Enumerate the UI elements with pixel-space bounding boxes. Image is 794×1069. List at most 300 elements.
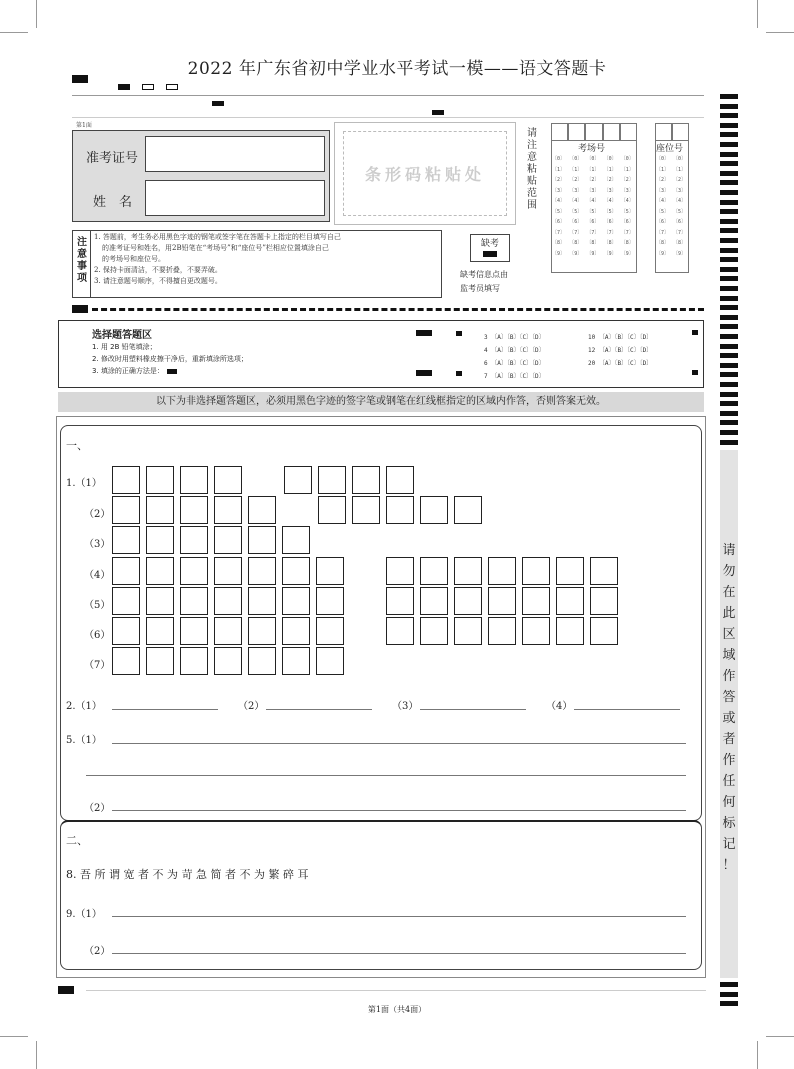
digit-bubble[interactable]: 〔8〕 xyxy=(656,240,670,246)
page-title: 2022 年广东省初中学业水平考试一模——语文答题卡 xyxy=(187,59,607,79)
character-box[interactable] xyxy=(180,617,208,645)
character-box[interactable] xyxy=(386,466,414,494)
choice-instruction: 2. 修改时用塑料橡皮擦干净后，重新填涂所选项； xyxy=(92,355,248,363)
barcode-hint-char: 范 xyxy=(527,188,537,199)
timing-mark xyxy=(720,180,738,185)
notice-line: 的考场号和座位号。 xyxy=(102,255,165,263)
digit-bubble[interactable]: 〔5〕 xyxy=(620,208,634,215)
sidebar-char: 域 xyxy=(722,648,736,663)
timing-mark xyxy=(720,209,738,214)
character-box[interactable] xyxy=(146,526,174,554)
crop-mark xyxy=(36,1041,37,1069)
exam-id-field[interactable] xyxy=(145,136,325,172)
digit-bubble[interactable]: 〔0〕 xyxy=(603,156,617,162)
digit-bubble[interactable]: 〔5〕 xyxy=(552,208,566,215)
digit-bubble[interactable]: 〔1〕 xyxy=(603,166,617,173)
timing-mark xyxy=(720,420,738,425)
digit-bubble[interactable]: 〔2〕 xyxy=(586,177,600,183)
q1-label: 1.（1） xyxy=(66,478,102,489)
character-box[interactable] xyxy=(590,557,618,585)
digit-bubble[interactable]: 〔7〕 xyxy=(620,229,634,236)
character-box[interactable] xyxy=(282,647,310,675)
barcode-area xyxy=(334,122,516,225)
timing-mark xyxy=(720,372,738,377)
q2-answer-line[interactable] xyxy=(420,709,526,710)
digit-bubble[interactable]: 〔0〕 xyxy=(552,156,566,162)
digit-bubble[interactable]: 〔6〕 xyxy=(586,219,600,225)
character-box[interactable] xyxy=(214,466,242,494)
character-box[interactable] xyxy=(248,617,276,645)
character-box[interactable] xyxy=(352,496,380,524)
choice-row[interactable]: 12 〔A〕〔B〕〔C〕〔D〕 xyxy=(588,347,653,354)
character-box[interactable] xyxy=(556,617,584,645)
choice-row[interactable]: 20 〔A〕〔B〕〔C〕〔D〕 xyxy=(588,360,653,367)
timing-mark xyxy=(692,330,698,335)
digit-bubble[interactable]: 〔1〕 xyxy=(620,166,634,173)
digit-bubble[interactable]: 〔5〕 xyxy=(586,208,600,215)
digit-bubble[interactable]: 〔4〕 xyxy=(656,198,670,204)
grid-write-cell[interactable] xyxy=(655,123,672,141)
q1-sub-label: （4） xyxy=(84,570,111,581)
character-box[interactable] xyxy=(180,557,208,585)
timing-mark xyxy=(720,315,738,320)
barcode-placeholder: 条形码粘贴处 xyxy=(343,131,507,216)
sidebar-char: 标 xyxy=(722,816,736,831)
q5-answer-line[interactable] xyxy=(112,743,686,744)
timing-mark-empty xyxy=(166,84,178,90)
character-box[interactable] xyxy=(146,617,174,645)
digit-bubble[interactable]: 〔6〕 xyxy=(603,219,617,225)
digit-bubble[interactable]: 〔2〕 xyxy=(603,177,617,183)
grid-write-cell[interactable] xyxy=(620,123,637,141)
barcode-hint-char: 意 xyxy=(527,152,537,163)
absent-label: 缺考 xyxy=(480,239,499,249)
timing-mark xyxy=(720,94,738,99)
q9-answer-line[interactable] xyxy=(112,953,686,954)
q2-sub-label: （2） xyxy=(238,701,265,712)
q9-sub-label: （2） xyxy=(84,946,111,957)
q2-label: 2.（1） xyxy=(66,701,102,712)
character-box[interactable] xyxy=(488,557,516,585)
digit-bubble[interactable]: 〔9〕 xyxy=(656,250,670,257)
choice-instructions xyxy=(92,341,248,377)
q2-sub-label: （3） xyxy=(392,701,419,712)
choice-row[interactable]: 10 〔A〕〔B〕〔C〕〔D〕 xyxy=(588,334,653,341)
timing-mark xyxy=(720,123,738,128)
character-box[interactable] xyxy=(556,557,584,585)
digit-bubble[interactable]: 〔4〕 xyxy=(552,198,566,204)
barcode-hint-char: 注 xyxy=(527,140,537,151)
digit-bubble[interactable]: 〔0〕 xyxy=(620,156,634,162)
section-1-heading: 一、 xyxy=(66,439,88,452)
digit-bubble[interactable]: 〔3〕 xyxy=(673,187,687,194)
digit-bubble[interactable]: 〔4〕 xyxy=(673,198,687,204)
alignment-mark xyxy=(72,305,88,313)
footer-rule xyxy=(86,990,706,991)
crop-mark xyxy=(36,0,37,28)
character-box[interactable] xyxy=(420,496,448,524)
digit-bubble[interactable]: 〔0〕 xyxy=(673,156,687,162)
grid-write-cell[interactable] xyxy=(551,123,568,141)
sidebar-char: 在 xyxy=(722,585,736,600)
digit-bubble[interactable]: 〔9〕 xyxy=(569,250,583,257)
timing-mark xyxy=(720,305,738,310)
character-box[interactable] xyxy=(282,526,310,554)
sidebar-char: 记 xyxy=(722,837,736,852)
section-2-heading: 二、 xyxy=(66,834,88,847)
character-box[interactable] xyxy=(180,526,208,554)
timing-mark xyxy=(456,371,462,376)
character-box[interactable] xyxy=(112,617,140,645)
digit-bubble[interactable]: 〔4〕 xyxy=(569,198,583,204)
seat-label: 座位号 xyxy=(656,144,684,154)
timing-mark xyxy=(720,324,738,329)
q2-answer-line[interactable] xyxy=(112,709,218,710)
character-box[interactable] xyxy=(214,647,242,675)
character-box[interactable] xyxy=(352,466,380,494)
barcode-hint-char: 粘 xyxy=(527,164,537,175)
character-box[interactable] xyxy=(112,466,140,494)
digit-bubble[interactable]: 〔1〕 xyxy=(586,166,600,173)
digit-bubble[interactable]: 〔5〕 xyxy=(656,208,670,215)
character-box[interactable] xyxy=(454,496,482,524)
absent-note xyxy=(460,268,508,296)
exam-room-label: 考场号 xyxy=(578,144,606,154)
character-box[interactable] xyxy=(316,647,344,675)
digit-bubble[interactable]: 〔1〕 xyxy=(656,166,670,173)
digit-bubble[interactable]: 〔6〕 xyxy=(673,219,687,225)
character-box[interactable] xyxy=(316,617,344,645)
digit-bubble[interactable]: 〔9〕 xyxy=(586,250,600,257)
dashed-divider xyxy=(92,308,704,311)
digit-bubble[interactable]: 〔8〕 xyxy=(552,240,566,246)
choice-row[interactable]: 4 〔A〕〔B〕〔C〕〔D〕 xyxy=(484,347,545,354)
absent-box[interactable] xyxy=(470,234,510,262)
q1-sub-label: （6） xyxy=(84,630,111,641)
timing-mark xyxy=(720,296,738,301)
digit-bubble[interactable]: 〔5〕 xyxy=(673,208,687,215)
sidebar-char: ！ xyxy=(722,858,736,873)
timing-mark xyxy=(720,161,738,166)
timing-mark xyxy=(720,392,738,397)
name-field[interactable] xyxy=(145,180,325,216)
digit-bubble[interactable]: 〔3〕 xyxy=(656,187,670,194)
character-box[interactable] xyxy=(214,617,242,645)
digit-bubble[interactable]: 〔0〕 xyxy=(656,156,670,162)
character-box[interactable] xyxy=(214,557,242,585)
character-box[interactable] xyxy=(248,587,276,615)
choice-instruction-text: 3. 填涂的正确方法是： xyxy=(92,367,164,375)
notice-heading xyxy=(76,237,88,285)
crop-mark xyxy=(766,1036,794,1037)
digit-bubble[interactable]: 〔3〕 xyxy=(552,187,566,194)
timing-mark xyxy=(416,330,432,336)
notice-line: 2. 保持卡面清洁，不要折叠，不要弄破。 xyxy=(94,266,222,274)
timing-mark xyxy=(720,401,738,406)
digit-bubble[interactable]: 〔1〕 xyxy=(569,166,583,173)
q8-text: 8. 吾 所 谓 宽 者 不 为 苛 急 简 者 不 为 繁 碎 耳 xyxy=(66,868,309,881)
character-box[interactable] xyxy=(146,587,174,615)
digit-bubble[interactable]: 〔1〕 xyxy=(552,166,566,173)
character-box[interactable] xyxy=(112,647,140,675)
character-box[interactable] xyxy=(386,557,414,585)
character-box[interactable] xyxy=(248,526,276,554)
alignment-mark xyxy=(58,986,74,994)
timing-mark xyxy=(720,190,738,195)
alignment-mark xyxy=(72,75,88,83)
character-box[interactable] xyxy=(112,587,140,615)
digit-bubble[interactable]: 〔6〕 xyxy=(656,219,670,225)
sidebar-char: 此 xyxy=(722,606,736,621)
character-box[interactable] xyxy=(454,557,482,585)
digit-bubble[interactable]: 〔7〕 xyxy=(673,229,687,236)
digit-bubble[interactable]: 〔4〕 xyxy=(603,198,617,204)
digit-bubble[interactable]: 〔6〕 xyxy=(552,219,566,225)
digit-bubble[interactable]: 〔7〕 xyxy=(656,229,670,236)
timing-mark xyxy=(720,344,738,349)
character-box[interactable] xyxy=(214,496,242,524)
character-box[interactable] xyxy=(488,587,516,615)
character-box[interactable] xyxy=(180,587,208,615)
digit-bubble[interactable]: 〔3〕 xyxy=(569,187,583,194)
q5-answer-line[interactable] xyxy=(86,775,686,776)
character-box[interactable] xyxy=(318,466,346,494)
digit-bubble[interactable]: 〔0〕 xyxy=(586,156,600,162)
character-box[interactable] xyxy=(590,587,618,615)
choice-row[interactable]: 3 〔A〕〔B〕〔C〕〔D〕 xyxy=(484,334,545,341)
timing-mark xyxy=(720,363,738,368)
character-box[interactable] xyxy=(146,466,174,494)
q1-sub-label: （2） xyxy=(84,509,111,520)
digit-bubble[interactable]: 〔3〕 xyxy=(620,187,634,194)
character-box[interactable] xyxy=(214,587,242,615)
timing-mark xyxy=(720,219,738,224)
digit-bubble[interactable]: 〔6〕 xyxy=(569,219,583,225)
digit-bubble[interactable]: 〔6〕 xyxy=(620,219,634,225)
digit-bubble[interactable]: 〔3〕 xyxy=(603,187,617,194)
character-box[interactable] xyxy=(420,587,448,615)
digit-bubble[interactable]: 〔5〕 xyxy=(569,208,583,215)
character-box[interactable] xyxy=(112,526,140,554)
crop-mark xyxy=(0,32,28,33)
timing-mark xyxy=(720,440,738,445)
barcode-hint xyxy=(526,128,538,212)
q2-answer-line[interactable] xyxy=(574,709,680,710)
character-box[interactable] xyxy=(522,617,550,645)
absent-bubble xyxy=(483,251,497,257)
digit-bubble[interactable]: 〔4〕 xyxy=(620,198,634,204)
character-box[interactable] xyxy=(386,617,414,645)
digit-bubble[interactable]: 〔7〕 xyxy=(586,229,600,236)
notice-line: 3. 请注意题号顺序，不得擅自更改题号。 xyxy=(94,277,222,285)
q2-answer-line[interactable] xyxy=(266,709,372,710)
character-box[interactable] xyxy=(488,617,516,645)
timing-mark xyxy=(720,200,738,205)
sidebar-char: 请 xyxy=(722,543,736,558)
timing-mark-empty xyxy=(142,84,154,90)
digit-bubble[interactable]: 〔1〕 xyxy=(673,166,687,173)
grid-write-cell[interactable] xyxy=(568,123,585,141)
sidebar-char: 作 xyxy=(722,753,736,768)
timing-mark xyxy=(720,982,738,987)
notice-heading-char: 注 xyxy=(77,237,87,248)
character-box[interactable] xyxy=(282,587,310,615)
digit-bubble[interactable]: 〔5〕 xyxy=(603,208,617,215)
character-box[interactable] xyxy=(180,647,208,675)
character-box[interactable] xyxy=(180,496,208,524)
character-box[interactable] xyxy=(284,466,312,494)
character-box[interactable] xyxy=(522,587,550,615)
timing-mark xyxy=(118,84,130,90)
notice-text xyxy=(94,232,440,287)
barcode-hint-char: 请 xyxy=(527,128,537,139)
character-box[interactable] xyxy=(112,496,140,524)
notice-divider xyxy=(90,230,91,298)
choice-row[interactable]: 6 〔A〕〔B〕〔C〕〔D〕 xyxy=(484,360,545,367)
q5-label: 5.（1） xyxy=(66,735,102,746)
choice-options-right[interactable] xyxy=(588,331,652,370)
timing-mark xyxy=(720,992,738,997)
digit-bubble[interactable]: 〔2〕 xyxy=(673,177,687,183)
timing-mark xyxy=(720,132,738,137)
q5-answer-line[interactable] xyxy=(112,810,686,811)
digit-bubble[interactable]: 〔9〕 xyxy=(552,250,566,257)
sidebar-char: 作 xyxy=(722,669,736,684)
crop-mark xyxy=(766,32,794,33)
timing-mark xyxy=(720,104,738,109)
q1-sub-label: （5） xyxy=(84,600,111,611)
timing-mark xyxy=(720,142,738,147)
digit-bubble[interactable]: 〔9〕 xyxy=(620,250,634,257)
digit-bubble[interactable]: 〔7〕 xyxy=(603,229,617,236)
timing-mark xyxy=(416,370,432,376)
character-box[interactable] xyxy=(590,617,618,645)
timing-mark xyxy=(720,257,738,262)
character-box[interactable] xyxy=(522,557,550,585)
digit-bubble[interactable]: 〔8〕 xyxy=(586,240,600,246)
absent-note-line: 监考员填写 xyxy=(460,284,500,293)
page-label: 第1面 xyxy=(76,122,92,129)
timing-mark xyxy=(720,286,738,291)
digit-bubble[interactable]: 〔8〕 xyxy=(603,240,617,246)
grid-write-cell[interactable] xyxy=(603,123,620,141)
timing-mark xyxy=(720,411,738,416)
q2-sub-label: （4） xyxy=(546,701,573,712)
character-box[interactable] xyxy=(214,526,242,554)
timing-mark xyxy=(720,334,738,339)
timing-mark xyxy=(720,382,738,387)
character-box[interactable] xyxy=(420,617,448,645)
character-box[interactable] xyxy=(420,557,448,585)
timing-mark xyxy=(720,430,738,435)
header-rule-2 xyxy=(72,117,704,118)
character-box[interactable] xyxy=(146,557,174,585)
character-box[interactable] xyxy=(146,647,174,675)
character-box[interactable] xyxy=(318,496,346,524)
digit-bubble[interactable]: 〔8〕 xyxy=(620,240,634,246)
sidebar-char: 任 xyxy=(722,774,736,789)
choice-options-left[interactable] xyxy=(484,331,545,383)
digit-bubble[interactable]: 〔7〕 xyxy=(569,229,583,236)
digit-bubble[interactable]: 〔7〕 xyxy=(552,229,566,236)
digit-bubble[interactable]: 〔3〕 xyxy=(586,187,600,194)
digit-bubble[interactable]: 〔9〕 xyxy=(603,250,617,257)
crop-mark xyxy=(0,1036,28,1037)
character-box[interactable] xyxy=(282,617,310,645)
timing-mark xyxy=(720,152,738,157)
barcode-hint-char: 围 xyxy=(527,200,537,211)
sidebar-char: 区 xyxy=(722,627,736,642)
character-box[interactable] xyxy=(386,587,414,615)
digit-bubble[interactable]: 〔8〕 xyxy=(569,240,583,246)
character-box[interactable] xyxy=(316,557,344,585)
character-box[interactable] xyxy=(556,587,584,615)
digit-bubble[interactable]: 〔2〕 xyxy=(620,177,634,183)
correct-fill-example xyxy=(167,369,177,374)
character-box[interactable] xyxy=(248,496,276,524)
character-box[interactable] xyxy=(146,496,174,524)
section-2-box xyxy=(60,820,702,970)
sidebar-char: 何 xyxy=(722,795,736,810)
digit-bubble[interactable]: 〔2〕 xyxy=(656,177,670,183)
digit-bubble[interactable]: 〔9〕 xyxy=(673,250,687,257)
crop-mark xyxy=(757,1041,758,1069)
digit-bubble[interactable]: 〔2〕 xyxy=(552,177,566,183)
sidebar-char: 答 xyxy=(722,690,736,705)
character-box[interactable] xyxy=(454,587,482,615)
name-label: 姓 名 xyxy=(93,195,133,210)
character-box[interactable] xyxy=(180,466,208,494)
timing-mark xyxy=(212,101,224,106)
character-box[interactable] xyxy=(112,557,140,585)
character-box[interactable] xyxy=(282,557,310,585)
digit-bubble[interactable]: 〔0〕 xyxy=(569,156,583,162)
character-box[interactable] xyxy=(248,647,276,675)
sidebar-char: 或 xyxy=(722,711,736,726)
grid-write-cell[interactable] xyxy=(672,123,689,141)
character-box[interactable] xyxy=(454,617,482,645)
choice-row[interactable]: 7 〔A〕〔B〕〔C〕〔D〕 xyxy=(484,373,545,380)
q9-answer-line[interactable] xyxy=(112,916,686,917)
timing-mark xyxy=(720,113,738,118)
digit-bubble[interactable]: 〔8〕 xyxy=(673,240,687,246)
timing-mark xyxy=(720,353,738,358)
notice-heading-char: 事 xyxy=(77,261,87,272)
q1-sub-label: （7） xyxy=(84,660,111,671)
digit-bubble[interactable]: 〔4〕 xyxy=(586,198,600,204)
crop-mark xyxy=(757,0,758,28)
q9-label: 9.（1） xyxy=(66,909,102,920)
character-box[interactable] xyxy=(386,496,414,524)
grid-write-cell[interactable] xyxy=(585,123,602,141)
notice-heading-char: 项 xyxy=(77,273,87,284)
notice-line: 1. 答题前，考生务必用黑色字迹的钢笔或签字笔在答题卡上指定的栏目填写自己 xyxy=(94,233,341,241)
exam-id-label: 准考证号 xyxy=(86,151,139,166)
header-rule xyxy=(72,95,704,96)
non-choice-banner: 以下为非选择题答题区，必须用黑色字迹的签字笔或钢笔在红线框指定的区域内作答，否则答案无效。 xyxy=(58,392,704,412)
timing-mark xyxy=(720,248,738,253)
character-box[interactable] xyxy=(316,587,344,615)
timing-mark xyxy=(720,171,738,176)
character-box[interactable] xyxy=(248,557,276,585)
sidebar-char: 勿 xyxy=(722,564,736,579)
page-footer: 第1面（共4面） xyxy=(367,1005,427,1014)
q1-sub-label: （3） xyxy=(84,539,111,550)
choice-instruction xyxy=(92,365,248,377)
timing-mark xyxy=(720,276,738,281)
choice-instruction: 1. 用 2B 铅笔填涂； xyxy=(92,343,157,351)
digit-bubble[interactable]: 〔2〕 xyxy=(569,177,583,183)
